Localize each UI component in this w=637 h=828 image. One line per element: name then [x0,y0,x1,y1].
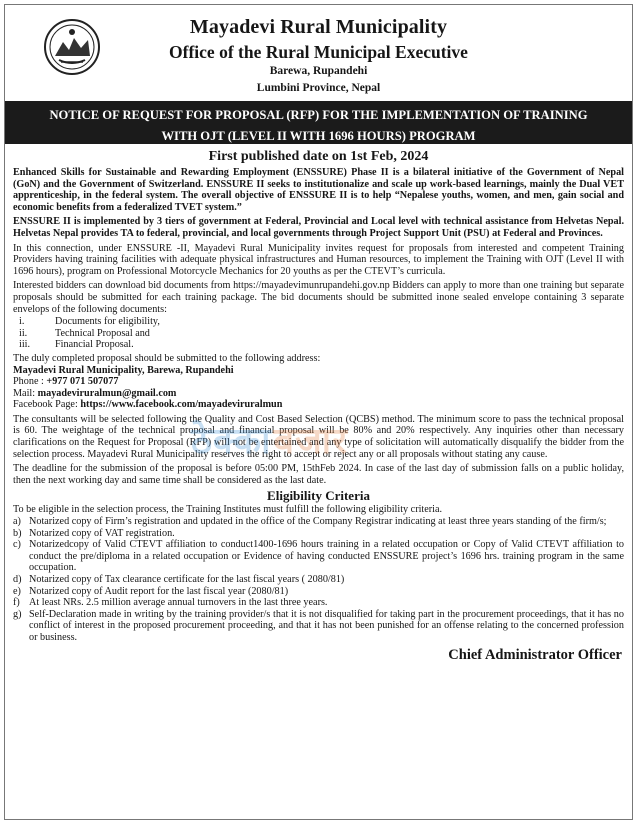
office-name: Office of the Rural Municipal Executive [169,42,468,62]
eligibility-list [13,516,624,644]
notice-header [5,5,632,97]
address-name: Mayadevi Rural Municipality, Barewa, Rupandehi [13,364,234,376]
notice-title-banner [5,101,632,144]
signature-title: Chief Administrator Officer [448,646,622,663]
published-date: First published date on 1st Feb, 2024 [208,149,429,164]
documents-list [13,316,624,351]
list-item: c) Notarizedcopy of Valid CTEVT affiliation to conduct1400-1696 hours training in a related occupation or Copy of Valid CTEVT affiliation to conduct the pre/diploma in a related occupation or Evidence of having conducted ENSSURE project’s 1696 hrs. training program in the same occupation. [13,539,624,574]
paragraph-bid-documents: Interested bidders can download bid documents from https://mayadevimunrupandehi.gov.np Bidders can apply to more than one training but separate proposals should be submitted for each training package. The bid documents should be submitted inone sealed envelope containing 3 separate envelops of the following documents: [13,280,624,315]
list-item: iii. Financial Proposal. [19,339,134,351]
paragraph-selection-method: The consultants will be selected following the Quality and Cost Based Selection (QCBS) method. The minimum score to pass the technical proposal is 60. The weightage of the technical proposal and financial proposal will be 80% and 20% respectively. Any inquiries other than necessary clarifications on the Request for Proposal (RFP) will not be entertained and any type of solicitation will automatically disqualify the bidder from the selection process. Mayadevi Rural Municipality reserves the right to accept or reject any or all proposals without stating any cause. [13,413,624,460]
list-item: g) Self-Declaration made in writing by the training provider/s that it is not disqualified for taking part in the procurement proceedings, that it has no conflict of interest in the proposed procurement proceeding, and that it has not been punished for an offense relating to the concerned profession or business. [13,608,624,643]
paragraph-submission: The duly completed proposal should be submitted to the following address: [13,352,321,364]
watermark-logo: ठेक्काबजार [191,421,348,462]
location-line-1: Barewa, Rupandehi [269,65,368,77]
list-item: b) Notarized copy of VAT registration. [13,527,175,539]
municipality-name: Mayadevi Rural Municipality [189,16,448,38]
address-facebook: Facebook Page: https://www.facebook.com/mayadeviruralmun [13,399,283,411]
list-item: ii. Technical Proposal and [19,327,150,339]
email-link[interactable]: mayadeviruralmun@gmail.com [37,387,177,399]
paragraph-invitation: In this connection, under ENSSURE -II, Mayadevi Rural Municipality invites request for proposals from interested and competent Training Providers having training facilities with adequate physical infrastructures and Human resources, to implement the Training with OJT (Level II with 1696 hours), program on Professional Motorcycle Mechanics for 20 youths as per the CTEVT’s curricula. [13,242,624,277]
location-line-2: Lumbini Province, Nepal [256,82,381,94]
notice-body [5,144,632,661]
paragraph-enssure-tiers: ENSSURE II is implemented by 3 tiers of government at Federal, Provincial and Local level with technical assistance from Helvetas Nepal. Helvetas Nepal provides TA to federal, provincial, and local governments through Project Support Unit (PSU) at Federal and Provinces. [13,216,624,239]
banner-line-1: NOTICE OF REQUEST FOR PROPOSAL (RFP) FOR THE IMPLEMENTATION OF TRAINING [49,108,588,122]
paragraph-enssure-intro: Enhanced Skills for Sustainable and Rewarding Employment (ENSSURE) Phase II is a bilateral initiative of the Government of Nepal (GoN) and the Government of Switzerland. ENSSURE II seeks to institutionalize and scale up work-based learnings, mainly the Dual VET apprenticeship, in the federal system. The overall objective of ENSSURE II is to help “Nepalese youths, women, and men, gain social and economic benefits from a federalized TVET system.” [13,167,624,213]
facebook-link[interactable]: https://www.facebook.com/mayadeviruralmun [80,399,283,411]
paragraph-eligibility-intro: To be eligible in the selection process, the Training Institutes must fulfill the following eligibility criteria. [13,504,443,516]
list-item: d) Notarized copy of Tax clearance certificate for the last fiscal years ( 2080/81) [13,574,345,585]
banner-line-2: WITH OJT (LEVEL II WITH 1696 HOURS) PROGRAM [161,129,476,143]
list-item: i. Documents for eligibility, [19,316,160,328]
submission-address [13,353,624,411]
address-mail: Mail: mayadeviruralmun@gmail.com [13,387,177,399]
list-item: f) At least NRs. 2.5 million average annual turnovers in the last three years. [13,597,328,609]
list-item: a) Notarized copy of Firm’s registration and updated in the office of the Company Registrar indicating at least three years standing of the firm/s; [13,516,607,528]
eligibility-title: Eligibility Criteria [267,488,370,504]
address-phone: Phone : +977 071 507077 [13,376,119,388]
notice-page [4,4,633,820]
paragraph-deadline: The deadline for the submission of the proposal is before 05:00 PM, 15thFeb 2024. In case of the last day of submission falls on a public holiday, then the next working day and same time shall be considered as the last date. [13,463,624,486]
list-item: e) Notarized copy of Audit report for the last fiscal year (2080/81) [13,585,289,597]
